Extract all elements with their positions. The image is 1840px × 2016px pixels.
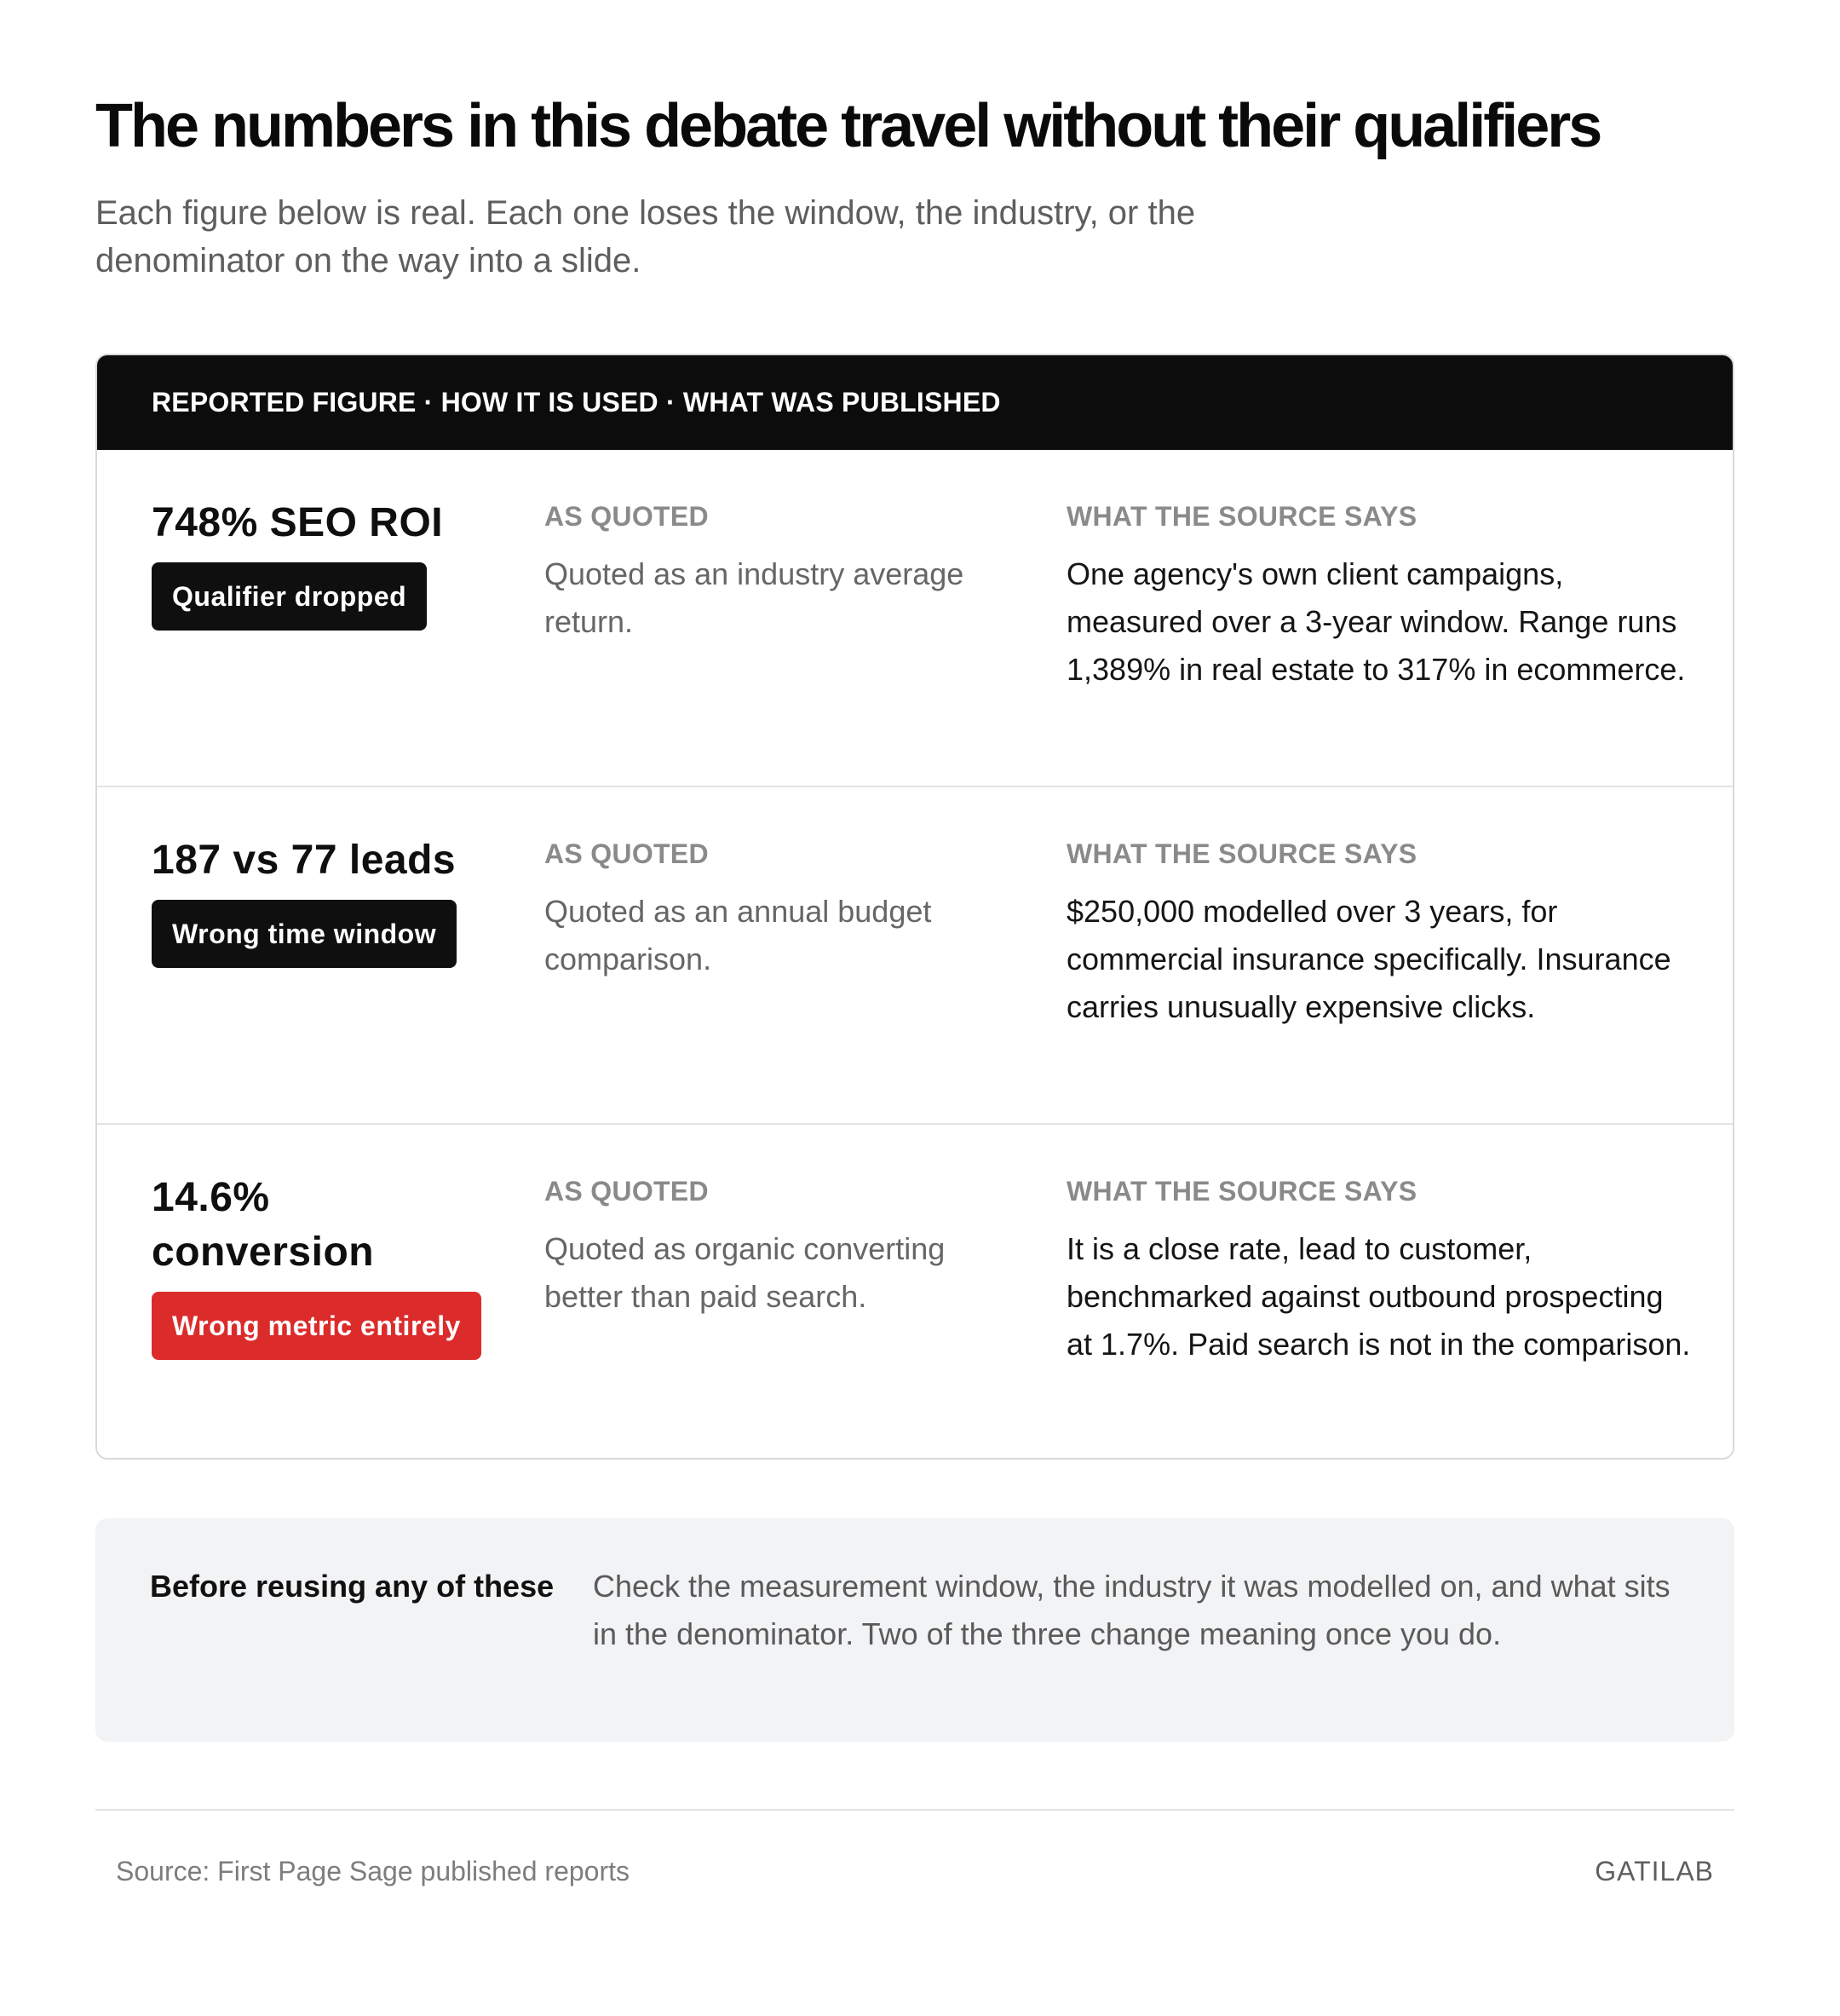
reported-figure <box>152 833 501 968</box>
page-subtitle: Each figure below is real. Each one loses the window, the industry, or the denominator on the way into a slide. <box>95 194 1196 279</box>
as-quoted-text: Quoted as an annual budget comparison. <box>544 894 932 976</box>
as-quoted-column <box>544 1174 1021 1321</box>
source-says-text: $250,000 modelled over 3 years, for commercial insurance specifically. Insurance carries unusually expensive clicks. <box>1067 894 1671 1024</box>
as-quoted-column <box>544 837 1021 983</box>
figure-value: 14.6% conversion <box>152 1175 375 1275</box>
as-quoted-label: AS QUOTED <box>544 1176 709 1207</box>
footer-divider <box>95 1809 1734 1811</box>
source-says-text: One agency's own client campaigns, measured over a 3-year window. Range runs 1,389% in real estate to 317% in ecommerce. <box>1067 556 1686 687</box>
status-badge: Wrong metric entirely <box>152 1292 481 1360</box>
source-says-column <box>1067 837 1697 1031</box>
as-quoted-label: AS QUOTED <box>544 838 709 869</box>
table-row <box>97 787 1733 1125</box>
as-quoted-text: Quoted as an industry average return. <box>544 556 964 639</box>
reported-figure <box>152 496 501 631</box>
status-badge: Qualifier dropped <box>152 562 427 631</box>
as-quoted-column <box>544 499 1021 646</box>
table-row <box>97 450 1733 787</box>
note-text: Check the measurement window, the industry it was modelled on, and what sits in the denominator. Two of the three change meaning once you do. <box>593 1569 1670 1651</box>
reuse-note <box>95 1518 1734 1742</box>
note-label: Before reusing any of these <box>150 1569 555 1604</box>
source-says-column <box>1067 499 1697 694</box>
source-says-label: WHAT THE SOURCE SAYS <box>1067 501 1417 532</box>
source-says-label: WHAT THE SOURCE SAYS <box>1067 838 1417 869</box>
as-quoted-text: Quoted as organic converting better than paid search. <box>544 1231 946 1314</box>
table-row <box>97 1125 1733 1460</box>
status-badge: Wrong time window <box>152 900 457 968</box>
source-says-label: WHAT THE SOURCE SAYS <box>1067 1176 1417 1207</box>
figures-table <box>95 354 1734 1460</box>
as-quoted-label: AS QUOTED <box>544 501 709 532</box>
source-says-text: It is a close rate, lead to customer, benchmarked against outbound prospecting at 1.7%. Paid search is not in the comparison. <box>1067 1231 1691 1362</box>
page-title: The numbers in this debate travel without their qualifiers <box>95 92 1601 160</box>
brand-logo: GATILAB <box>1595 1856 1714 1886</box>
figure-value: 748% SEO ROI <box>152 500 444 545</box>
source-says-column <box>1067 1174 1697 1368</box>
source-credit: Source: First Page Sage published reports <box>116 1856 630 1886</box>
reported-figure <box>152 1171 501 1360</box>
figure-value: 187 vs 77 leads <box>152 838 457 883</box>
table-header: REPORTED FIGURE · HOW IT IS USED · WHAT WAS PUBLISHED <box>97 355 1733 450</box>
